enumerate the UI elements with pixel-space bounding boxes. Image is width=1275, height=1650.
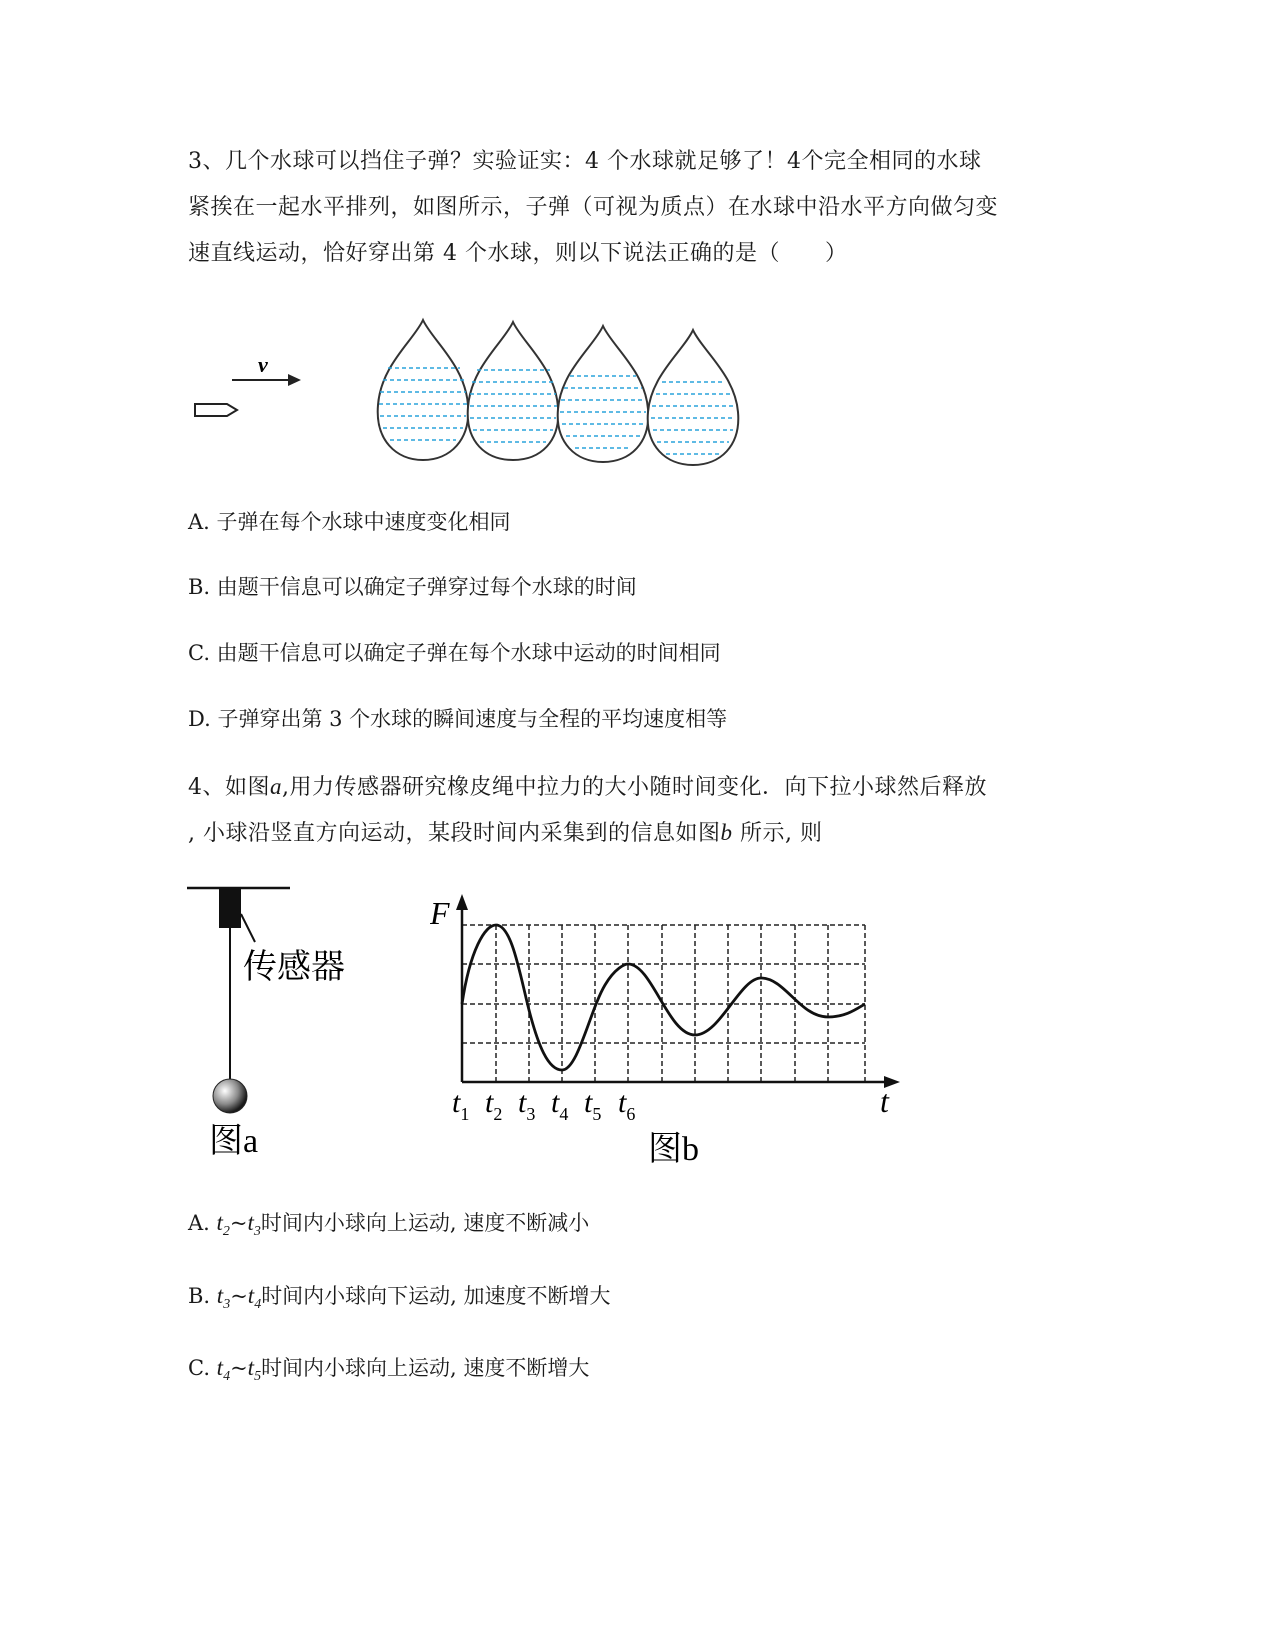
water-balloon-4 (648, 330, 739, 465)
x-axis-label: t (880, 1083, 889, 1119)
velocity-label: v (258, 352, 268, 377)
bullet-shape (195, 404, 237, 416)
tick-t6: $t_6$ (618, 1086, 636, 1124)
tick-t4: $t_4$ (551, 1086, 569, 1124)
sensor-label: 传感器 (243, 949, 345, 986)
water-balloon-3 (558, 326, 649, 462)
q3-option-b: B. 由题干信息可以确定子弹穿过每个水球的时间 (188, 575, 637, 599)
q4-figure-b (430, 880, 930, 1180)
y-axis-label: F (430, 895, 450, 931)
velocity-arrowhead (288, 374, 301, 386)
y-axis-arrow (456, 894, 468, 910)
q4-stem-line-1: 4、如图a,用力传感器研究橡皮绳中拉力的大小随时间变化．向下拉小球然后释放 (188, 774, 987, 800)
q4-option-a: A. $t_2\sim t_3$时间内小球向上运动, 速度不断减小 (188, 1210, 590, 1239)
tick-labels (452, 1086, 635, 1124)
fig-b-caption: 图b (648, 1131, 699, 1168)
fig-a-caption: 图a (209, 1123, 259, 1160)
q3-stem-line-1: 3、几个水球可以挡住子弹？实验证实：4 个水球就足够了！4个完全相同的水球 (188, 149, 982, 174)
q3-stem-line-3: 速直线运动，恰好穿出第 4 个水球，则以下说法正确的是（ ） (188, 241, 848, 266)
ball (213, 1079, 247, 1113)
q3-option-c: C. 由题干信息可以确定子弹在每个水球中运动的时间相同 (188, 641, 721, 665)
tick-t2: $t_2$ (485, 1086, 503, 1124)
q4-option-c: C. $t_4\sim t_5$时间内小球向上运动, 速度不断增大 (188, 1355, 590, 1384)
q4-figure-a (185, 880, 385, 1170)
water-balloon-2 (468, 322, 559, 460)
q3-figure (180, 310, 800, 500)
q3-stem-line-2: 紧挨在一起水平排列，如图所示，子弹（可视为质点）在水球中沿水平方向做匀变 (188, 195, 999, 220)
q3-option-a: A. 子弹在每个水球中速度变化相同 (188, 510, 511, 534)
sensor-pointer (241, 914, 255, 942)
water-balloon-1 (378, 320, 469, 460)
q3-option-d: D. 子弹穿出第 3 个水球的瞬间速度与全程的平均速度相等 (188, 707, 728, 731)
water-balloons (378, 320, 739, 465)
tick-t5: $t_5$ (584, 1086, 602, 1124)
tick-t1: $t_1$ (452, 1086, 470, 1124)
q4-option-b: B. $t_3\sim t_4$时间内小球向下运动, 加速度不断增大 (188, 1283, 611, 1312)
q4-stem-line-2: , 小球沿竖直方向运动，某段时间内采集到的信息如图b 所示, 则 (188, 820, 823, 846)
sensor-block (219, 888, 241, 928)
force-curve (462, 925, 865, 1070)
tick-t3: $t_3$ (518, 1086, 536, 1124)
